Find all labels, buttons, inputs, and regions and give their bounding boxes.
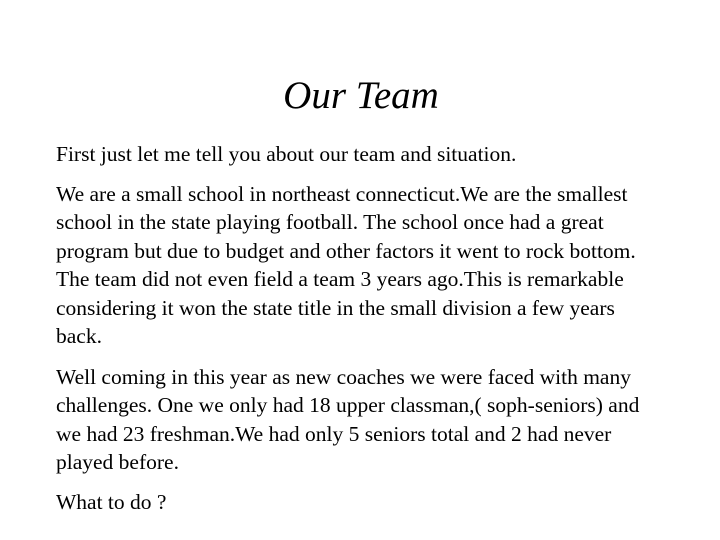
paragraph-question: What to do ?: [56, 489, 167, 514]
slide-body: [56, 140, 666, 516]
paragraph-challenges: Well coming in this year as new coaches we were faced with many challenges. One we only had 18 upper classman,( soph-seniors) and we had 23 freshman.We had only 5 seniors total and 2 had never played before.: [56, 364, 640, 474]
slide-title: Our Team: [283, 74, 439, 117]
paragraph-intro: First just let me tell you about our team and situation.: [56, 142, 517, 166]
paragraph-school-background: We are a small school in northeast connecticut.We are the smallest school in the state playing football. The school once had a great program but due to budget and other factors it went to rock bottom. The team did not even field a team 3 years ago.This is remarkable considering it won the state title in the small division a few years back.: [56, 181, 636, 348]
